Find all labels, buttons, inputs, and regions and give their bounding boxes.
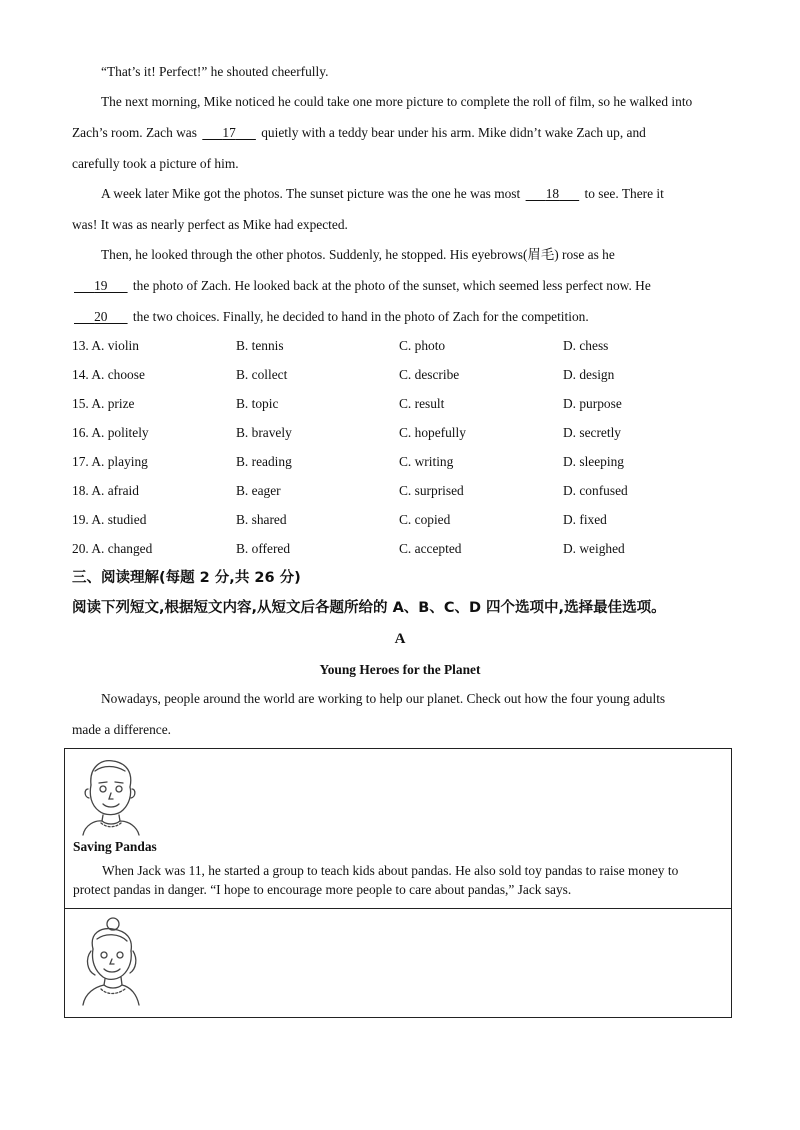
story-line: carefully took a picture of him.	[72, 156, 239, 171]
girl-portrait-icon	[75, 915, 145, 1007]
blank-18: 18	[545, 186, 560, 201]
box-title: Saving Pandas	[73, 839, 157, 854]
option-row-15: 15. A. prize B. topic C. result D. purpose	[72, 396, 622, 411]
passage-title: Young Heroes for the Planet	[319, 662, 481, 677]
hero-box-2	[64, 908, 732, 1018]
option-row-19: 19. A. studied B. shared C. copied D. fixed	[72, 512, 607, 527]
story-line: A week later Mike got the photos. The sunset picture was the one he was most 18 to see. There it	[101, 186, 664, 201]
option-row-17: 17. A. playing B. reading C. writing D. sleeping	[72, 454, 624, 469]
blank-19: 19	[94, 278, 108, 293]
section-heading: 三、阅读理解(每题 2 分,共 26 分)	[72, 570, 301, 586]
story-line: was! It was as nearly perfect as Mike had expected.	[72, 217, 348, 232]
story-line: “That’s it! Perfect!” he shouted cheerfully.	[101, 64, 329, 79]
story-line: Zach’s room. Zach was 17 quietly with a teddy bear under his arm. Mike didn’t wake Zach up, and	[72, 125, 646, 140]
story-line: 19 the photo of Zach. He looked back at the photo of the sunset, which seemed less perfect now. He	[72, 277, 732, 295]
story-line: Then, he looked through the other photos. Suddenly, he stopped. His eyebrows(眉毛) rose as he	[101, 247, 615, 262]
box-text-line: When Jack was 11, he started a group to teach kids about pandas. He also sold toy pandas to raise money to	[102, 863, 679, 878]
boy-portrait-icon	[75, 755, 145, 837]
option-row-14: 14. A. choose B. collect C. describe D. design	[72, 367, 615, 382]
passage-letter: A	[394, 631, 406, 647]
section-instruction: 阅读下列短文,根据短文内容,从短文后各题所给的 A、B、C、D 四个选项中,选择最佳选项。	[72, 600, 666, 616]
intro-line: Nowadays, people around the world are working to help our planet. Check out how the four young adults	[101, 691, 666, 706]
option-row-20: 20. A. changed B. offered C. accepted D. weighed	[72, 541, 625, 556]
story-line: 20 the two choices. Finally, he decided to hand in the photo of Zach for the competition.	[72, 308, 732, 326]
box-text-line: protect pandas in danger. “I hope to encourage more people to care about pandas,” Jack says.	[73, 882, 572, 897]
hero-box-jack	[64, 748, 732, 909]
option-row-13: 13. A. violin B. tennis C. photo D. chess	[72, 338, 609, 353]
intro-line: made a difference.	[72, 722, 172, 737]
option-row-18: 18. A. afraid B. eager C. surprised D. confused	[72, 483, 628, 498]
story-line: The next morning, Mike noticed he could take one more picture to complete the roll of film, so he walked into	[101, 94, 693, 109]
option-row-16: 16. A. politely B. bravely C. hopefully D. secretly	[72, 425, 622, 440]
blank-17: 17	[222, 125, 236, 140]
blank-20: 20	[94, 309, 108, 324]
